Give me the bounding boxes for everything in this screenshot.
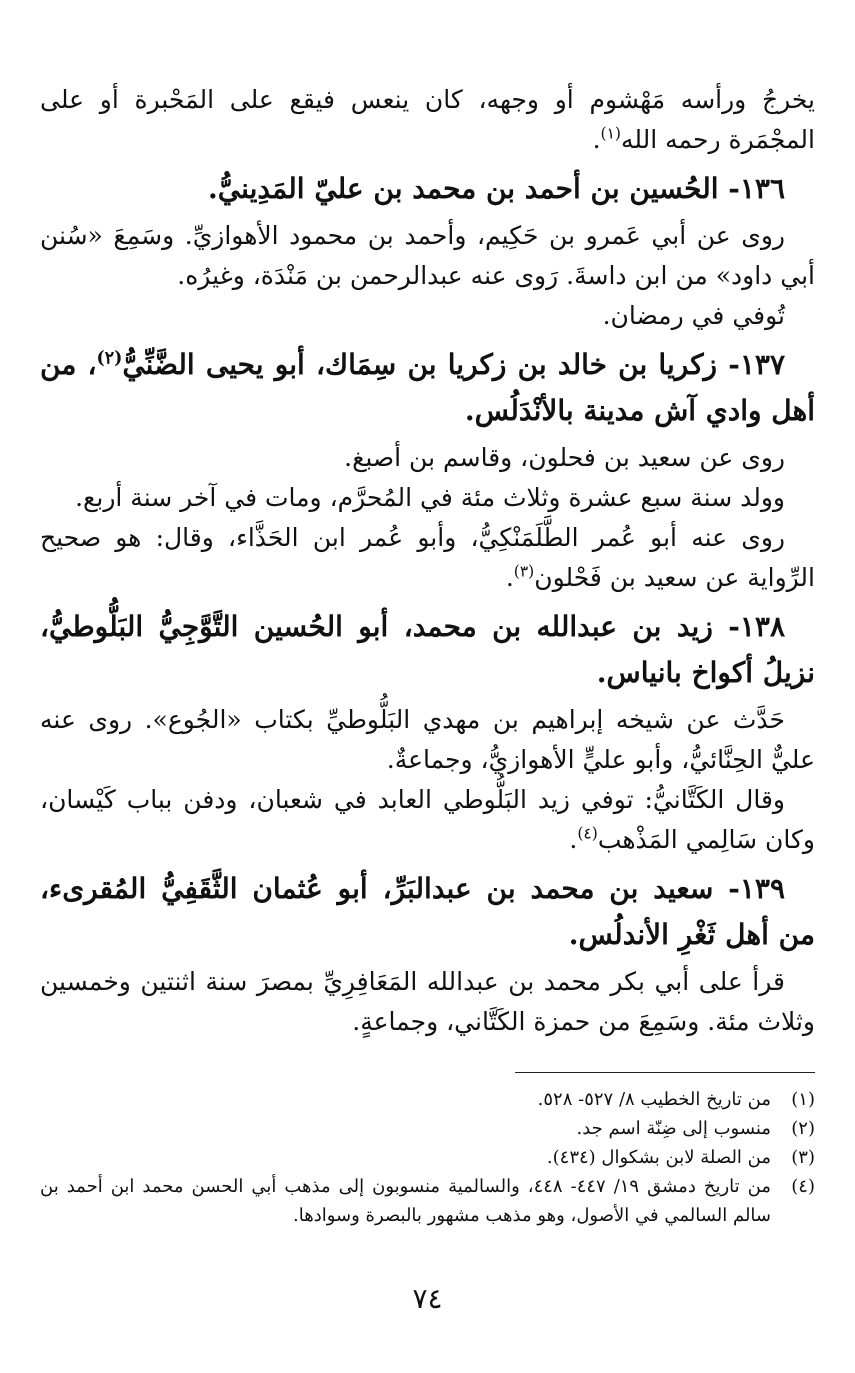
entry-138-paragraph-1: حَدَّث عن شيخه إبراهيم بن مهدي البَلُّوطيِّ بكتاب «الجُوع». روى عنه عليٌّ الحِنَّائيُّ، وأبو عليٍّ الأهوازيُّ، وجماعةٌ. — [40, 705, 815, 774]
entry-136-heading: ١٣٦- الحُسين بن أحمد بن محمد بن عليّ المَدِينيُّ. — [208, 172, 785, 205]
entry-137-paragraph-1: روى عن سعيد بن فحلون، وقاسم بن أصبغ. — [344, 443, 785, 472]
footnote-ref-4: (٤) — [577, 824, 598, 843]
footnote-text: من تاريخ دمشق ١٩/ ٤٤٧- ٤٤٨، والسالمية منسوبون إلى مذهب أبي الحسن محمد ابن أحمد بن سالم السالمي في الأصول، وهو مذهب مشهور بالبصرة وسوادها. — [40, 1176, 771, 1226]
continuation-line-1: يخرجُ ورأسه مَهْشوم أو وجهه، كان ينعس فيقع على المَحْبرة أو على المجْمَرة — [40, 85, 815, 154]
footnote-text: من تاريخ الخطيب ٨/ ٥٢٧- ٥٢٨. — [537, 1089, 771, 1110]
entry-137-paragraph-3-end: . — [505, 563, 514, 592]
continuation-paragraph — [40, 80, 815, 160]
footnote-text: منسوب إلى ضِنّة اسم جد. — [576, 1118, 771, 1139]
footnote-item — [40, 1172, 815, 1230]
footnote-number: (١) — [791, 1089, 815, 1110]
footnote-text: من الصلة لابن بشكوال (٤٣٤). — [546, 1147, 771, 1168]
entry-137-heading — [40, 342, 815, 434]
footnote-item — [40, 1143, 815, 1172]
footnote-item — [40, 1114, 815, 1143]
main-text — [40, 80, 815, 1042]
continuation-line-2: رحمه الله — [620, 125, 721, 154]
page-number: ٧٤ — [412, 1282, 443, 1315]
entry-139-paragraph-1: قرأ على أبي بكر محمد بن عبدالله المَعَافِرِيِّ بمصرَ سنة اثنتين وخمسين وثلاث مئة. وسَمِعَ من حمزة الكَتَّاني، وجماعةٍ. — [40, 967, 815, 1036]
footnotes — [40, 1085, 815, 1230]
entry-137-heading-name: ١٣٧- زكريا بن خالد بن زكريا بن سِمَاك، أبو يحيى الضَّنِّيُّ — [122, 348, 785, 381]
entry-138-paragraph-2-text: وقال الكَتَّانيُّ: توفي زيد البَلُّوطي العابد في شعبان، ودفن بباب كَيْسان، وكان سَالِمي المَذْهب — [40, 785, 815, 854]
entry-136-paragraph-2: تُوفي في رمضان. — [602, 301, 785, 330]
entry-139-heading: ١٣٩- سعيد بن محمد بن عبدالبَرِّ، أبو عُثمان الثَّقَفِيُّ المُقرىء، من أهل ثَغْرِ الأندلُس. — [40, 872, 815, 951]
footnote-ref-3: (٣) — [513, 562, 535, 581]
footnote-item — [40, 1085, 815, 1114]
footnote-number: (٢) — [791, 1118, 815, 1139]
continuation-end: . — [592, 125, 601, 154]
footnote-ref-1: (١) — [600, 124, 621, 143]
entry-137-paragraph-3-text: روى عنه أبو عُمر الطَّلَمَنْكِيُّ، وأبو عُمر ابن الحَذَّاء، وقال: هو صحيح الرِّواية عن سعيد بن فَحْلون — [40, 523, 815, 592]
entry-137-paragraph-2: وولد سنة سبع عشرة وثلاث مئة في المُحرَّم، ومات في آخر سنة أربع. — [75, 483, 785, 512]
footnote-separator — [515, 1072, 815, 1073]
entry-136-paragraph-1: روى عن أبي عَمرو بن حَكِيم، وأحمد بن محمود الأهوازيِّ. وسَمِعَ «سُنن أبي داود» من ابن داسةَ. رَوى عنه عبدالرحمن بن مَنْدَة، وغيرُه. — [40, 221, 815, 290]
entry-137-paragraph-3 — [40, 518, 815, 598]
entry-137-heading-origin: ، من أهل وادي آش مدينة بالأنْدَلُس. — [40, 348, 815, 427]
entry-138-heading: ١٣٨- زيد بن عبدالله بن محمد، أبو الحُسين التَّوَّجِيُّ البَلُّوطيُّ، نزيلُ أكواخ بانياس. — [40, 610, 815, 689]
entry-138-paragraph-2 — [40, 780, 815, 860]
footnote-number: (٤) — [791, 1176, 815, 1197]
entry-138-paragraph-2-end: . — [569, 825, 578, 854]
footnote-ref-2: (٢) — [96, 348, 123, 369]
footnote-number: (٣) — [791, 1147, 815, 1168]
